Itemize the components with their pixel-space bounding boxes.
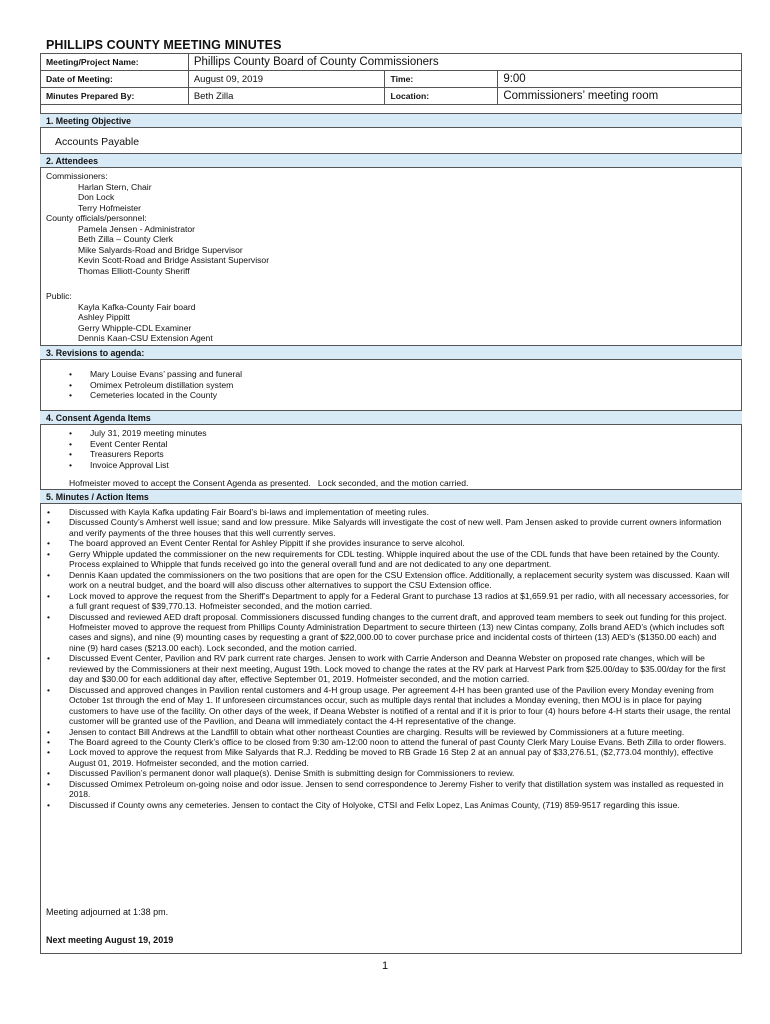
location-label: Location: — [385, 88, 498, 105]
attendee-official: Mike Salyards-Road and Bridge Supervisor — [78, 244, 243, 255]
list-item: • Event Center Rental — [66, 439, 207, 450]
attendee-public: Dennis Kaan-CSU Extension Agent — [78, 333, 213, 343]
document-title: PHILLIPS COUNTY MEETING MINUTES — [46, 38, 282, 52]
meeting-name-value: Phillips County Board of County Commissioners — [188, 54, 741, 71]
consent-list — [66, 428, 207, 470]
attendee-official: Kevin Scott-Road and Bridge Assistant Supervisor — [78, 255, 270, 265]
objective-text: Accounts Payable — [55, 136, 140, 148]
attendee-public: Ashley Pippitt — [78, 312, 131, 322]
list-item: • Invoice Approval List — [66, 460, 207, 471]
action-item: • Discussed and approved changes in Pavilion rental customers and 4-H group usage. Per agreement 4-H has been granted use of the Pavilion every Monday evening from October 1st through the end of May 1. If unforeseen circumstances occur, such as multiple days rental that includes a Monday evening, then MOU is in place for paying customers to have use of the facility. On other days of the week, if Deana Webster is notified of a rental and if it is prior to four (4) hours before 4-H starts their usage, the rental customer will be granted use of the Pavilion, and Deana will immediately contact the 4-H representative of the change. — [44, 685, 734, 727]
minutes-action-list — [44, 507, 734, 810]
public-label: Public: — [46, 291, 72, 301]
commissioners-label: Commissioners: — [46, 171, 108, 181]
next-meeting-text: Next meeting August 19, 2019 — [46, 935, 174, 945]
meeting-name-label: Meeting/Project Name: — [41, 54, 189, 71]
date-value: August 09, 2019 — [188, 71, 385, 88]
prepared-by-label: Minutes Prepared By: — [41, 88, 189, 105]
adjourned-text: Meeting adjourned at 1:38 pm. — [46, 907, 169, 917]
list-item: • July 31, 2019 meeting minutes — [66, 428, 207, 439]
section-heading-minutes: 5. Minutes / Action Items — [40, 489, 742, 504]
action-item: • The board approved an Event Center Rental for Ashley Pippitt if she provides insurance to serve alcohol. — [44, 538, 734, 548]
consent-motion-text: Hofmeister moved to accept the Consent Agenda as presented. Lock seconded, and the motion carried. — [69, 478, 469, 488]
action-item: • Lock moved to approve the request from the Sheriff’s Department to apply for a Federal Grant to purchase 13 radios at $1,659.91 per radio, with all necessary accessories, for a full grant request of $39,770.13. Hofmeister seconded, and the motion carried. — [44, 591, 734, 612]
action-item: • Jensen to contact Bill Andrews at the Landfill to obtain what other northeast Counties are charging. Results will be reviewed by Commissioners at a future meeting. — [44, 727, 734, 737]
location-value: Commissioners’ meeting room — [498, 88, 742, 105]
section-heading-consent: 4. Consent Agenda Items — [40, 410, 742, 425]
action-item: • Discussed with Kayla Kafka updating Fair Board’s bi-laws and implementation of meeting rules. — [44, 507, 734, 517]
list-item: • Cemeteries located in the County — [66, 390, 242, 401]
page-number: 1 — [381, 960, 389, 972]
section-heading-attendees: 2. Attendees — [40, 153, 742, 168]
action-item: • Dennis Kaan updated the commissioners on the two positions that are open for the CSU Extension office. Additionally, a replacement security system was discussed. Kaan will work on a neutral budget, and the board will also discuss other alternatives to support the CSU Extension office. — [44, 570, 734, 591]
attendee-public: Gerry Whipple-CDL Examiner — [78, 322, 192, 333]
action-item: • Discussed if County owns any cemeteries. Jensen to contact the City of Holyoke, CTSI and Felix Lopez, Las Animas County, (719) 859-9517 regarding this issue. — [44, 800, 734, 810]
action-item: • Discussed Event Center, Pavilion and RV park current rate charges. Jensen to work with Carrie Anderson and Deanna Webster on proposed rate changes, which will be reviewed by the Commissioners at their next meeting, August 19th. Lock moved to change the rates at the RV park at Harvest Park from $25.00/day to $35.00/day for the first day and $30.00 for each additional day after, effective September 01, 2019. Hofmeister seconded, and the motion carried. — [44, 653, 734, 684]
action-item: • Discussed Omimex Petroleum on-going noise and odor issue. Jensen to send correspondence to Jeremy Fisher to verify that distillation system was installed as requested in 2018. — [44, 779, 734, 800]
time-label: Time: — [385, 71, 498, 88]
list-item: • Mary Louise Evans’ passing and funeral — [66, 369, 242, 380]
action-item: • Discussed County’s Amherst well issue; sand and low pressure. Mike Salyards will investigate the cost of new well. Pam Jensen asked to provide current owners information and verify payments of the three houses that this well currently serves. — [44, 517, 734, 538]
action-item: • Discussed Pavilion’s permanent donor wall plaque(s). Denise Smith is submitting design for Commissioners to review. — [44, 768, 734, 778]
section-heading-revisions: 3. Revisions to agenda: — [40, 345, 742, 360]
action-item: • The Board agreed to the County Clerk’s office to be closed from 9:30 am-12:00 noon to attend the funeral of past County Clerk Mary Louise Evans. Beth Zilla to order flowers. — [44, 737, 734, 747]
action-item: • Lock moved to approve the request from Mike Salyards that R.J. Redding be moved to RB Grade 16 Step 2 at an annual pay of $33,276.51, ($2,773.04 monthly), effective August 01, 2019. Hofmeister seconded, and the motion carried. — [44, 747, 734, 768]
attendee-public: Kayla Kafka-County Fair board — [78, 301, 196, 312]
attendee-commissioner: Terry Hofmeister — [78, 202, 142, 213]
attendee-commissioner: Don Lock — [78, 192, 115, 202]
prepared-by-value: Beth Zilla — [188, 88, 385, 105]
attendee-official: Pamela Jensen - Administrator — [78, 223, 196, 234]
attendee-commissioner: Harlan Stern, Chair — [78, 181, 152, 192]
list-item: • Omimex Petroleum distillation system — [66, 380, 242, 391]
time-value: 9:00 — [498, 71, 742, 88]
date-label: Date of Meeting: — [41, 71, 189, 88]
list-item: • Treasurers Reports — [66, 449, 207, 460]
attendee-official: Beth Zilla – County Clerk — [78, 234, 174, 244]
meeting-header-table — [40, 53, 742, 105]
officials-label: County officials/personnel: — [46, 213, 147, 223]
section-heading-objective: 1. Meeting Objective — [40, 113, 742, 128]
action-item: • Gerry Whipple updated the commissioner on the new requirements for CDL testing. Whipple inquired about the use of the CDL funds that have been retained by the County. Process explained to Whipple that funds received go into the general overall fund and are not dedicated to any one department. — [44, 549, 734, 570]
action-item: • Discussed and reviewed AED draft proposal. Commissioners discussed funding changes to the current draft, and approved team members to seek out funding for this project. Hofmeister moved to approve the request from Phillips County Administration Department to secure thirteen (13) new Cintas company, Zolls brand AED’s (which includes soft cases and signs), and nine (9) mounting cases by requesting a grant of $22,000.00 to cover purchase price and incidental costs of thirteen (13) AED’s ($1350.00 each) and nine (9) hard cases ($213.00 each). Lock seconded, and the motion carried. — [44, 612, 734, 654]
revisions-list — [66, 369, 242, 401]
attendee-official: Thomas Elliott-County Sheriff — [78, 265, 190, 276]
